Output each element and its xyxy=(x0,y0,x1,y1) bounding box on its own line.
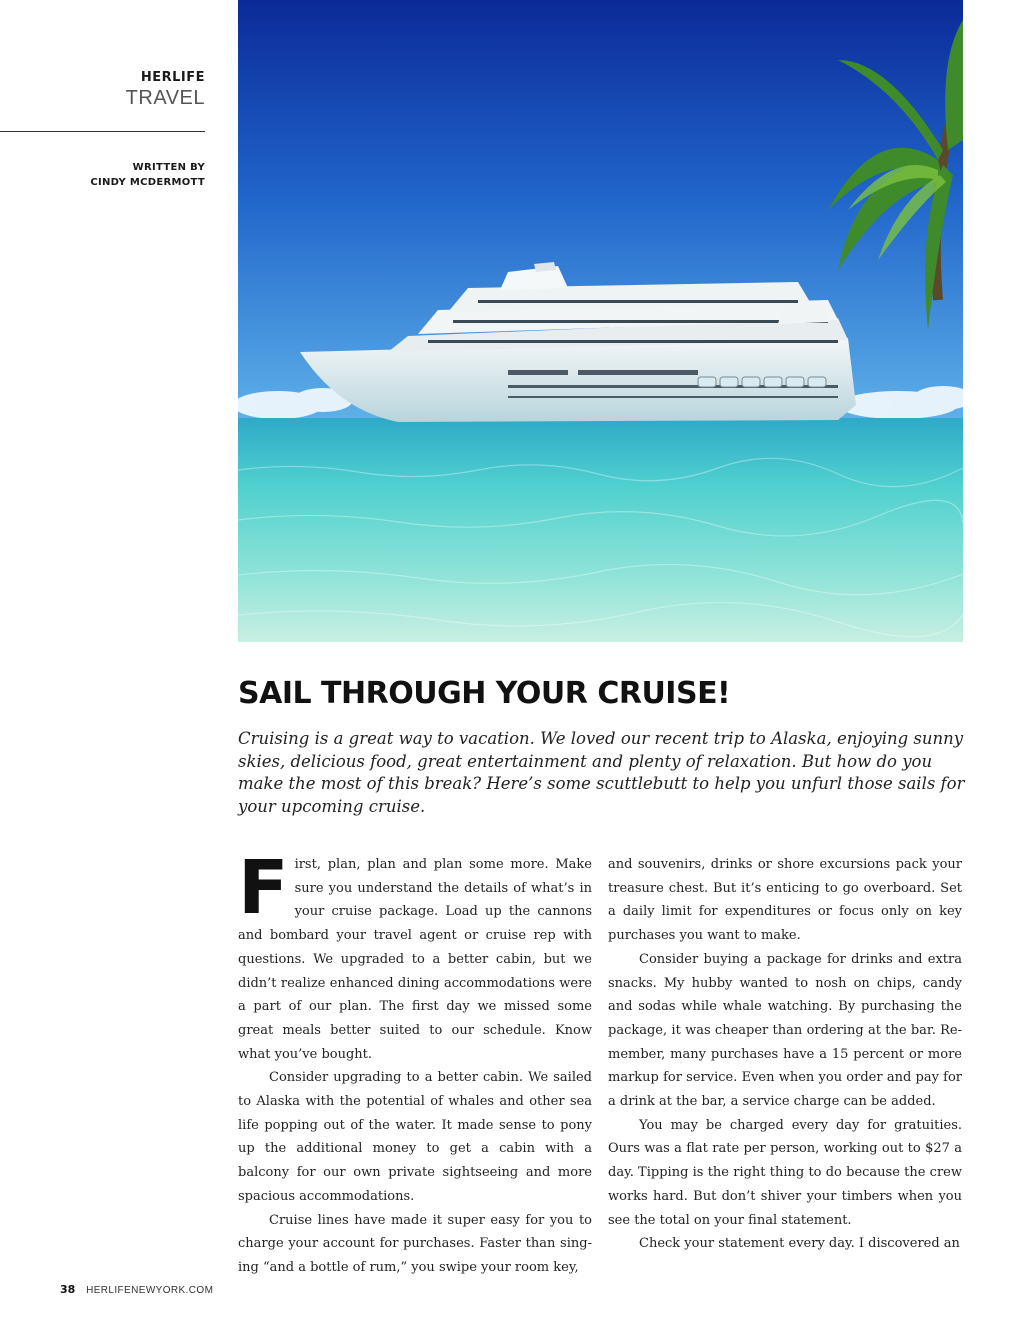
paragraph-4: and souvenirs, drinks or shore excursions pack your treasure chest. But it’s enticing to go overboard. Set a daily limit for expenditures or focus only on key purchases you want to make. xyxy=(608,857,962,944)
page-number: 38 xyxy=(60,1283,76,1296)
byline-label: WRITTEN BY xyxy=(132,162,205,173)
article-headline: SAIL THROUGH YOUR CRUISE! xyxy=(238,676,731,711)
section-name: TRAVEL xyxy=(125,87,205,109)
paragraph-5: Consider buying a package for drinks and extra snacks. My hubby wanted to nosh on chips, candy and sodas while whale watching. By purchasing the package, it was cheaper than ordering at the bar. Remember, many purchases have a 15 percent or more markup for service. Even when you order and pay for a drink at the bar, a service charge can be added. xyxy=(608,951,962,1110)
page-footer xyxy=(60,1283,213,1296)
drop-cap: F xyxy=(238,845,289,931)
article-column-left xyxy=(238,845,592,1280)
footer-website: HERLIFENEWYORK.COM xyxy=(86,1285,214,1296)
article-column-right xyxy=(608,853,962,1256)
hero-image-cruise-ship xyxy=(238,0,963,642)
paragraph-6: You may be charged every day for gratuities. Ours was a flat rate per person, working out to $27 a day. Tipping is the right thing to do because the crew works hard. But don’t shiver your timbers when you see the total on your final statement. xyxy=(608,1117,962,1228)
byline xyxy=(0,160,205,190)
section-divider xyxy=(0,131,205,132)
paragraph-7: Check your statement every day. I discovered an xyxy=(639,1236,960,1252)
byline-author: CINDY MCDERMOTT xyxy=(90,177,205,188)
paragraph-1-text: irst, plan, plan and plan some more. Make sure you understand the details of what’s in your cruise package. Load up the cannons and bombard your travel agent or cruise rep with questions. We upgraded to a better cabin, but we didn’t realize enhanced dining accommodations were a part of our plan. The first day we missed some great meals better suited to our schedule. Know what you’ve bought. xyxy=(238,857,592,1062)
article-dek: Cruising is a great way to vacation. We loved our recent trip to Alaska, enjoying sunny skies, delicious food, great entertainment and plenty of relaxation. But how do you make the most of this break? Here’s some scuttlebutt to help you unfurl those sails for your upcoming cruise. xyxy=(238,729,965,816)
section-label xyxy=(0,70,205,110)
paragraph-3: Cruise lines have made it super easy for you to charge your account for purchases. Faster than singing “and a bottle of rum,” you swipe your room key, xyxy=(238,1212,592,1275)
paragraph-2: Consider upgrading to a better cabin. We sailed to Alaska with the potential of whales and other sea life popping out of the water. It made sense to pony up the additional money to get a cabin with a balcony for our own private sightseeing and more spacious accommodations. xyxy=(238,1070,592,1204)
paragraph-1 xyxy=(238,845,592,1066)
section-kicker: HERLIFE xyxy=(140,70,205,85)
